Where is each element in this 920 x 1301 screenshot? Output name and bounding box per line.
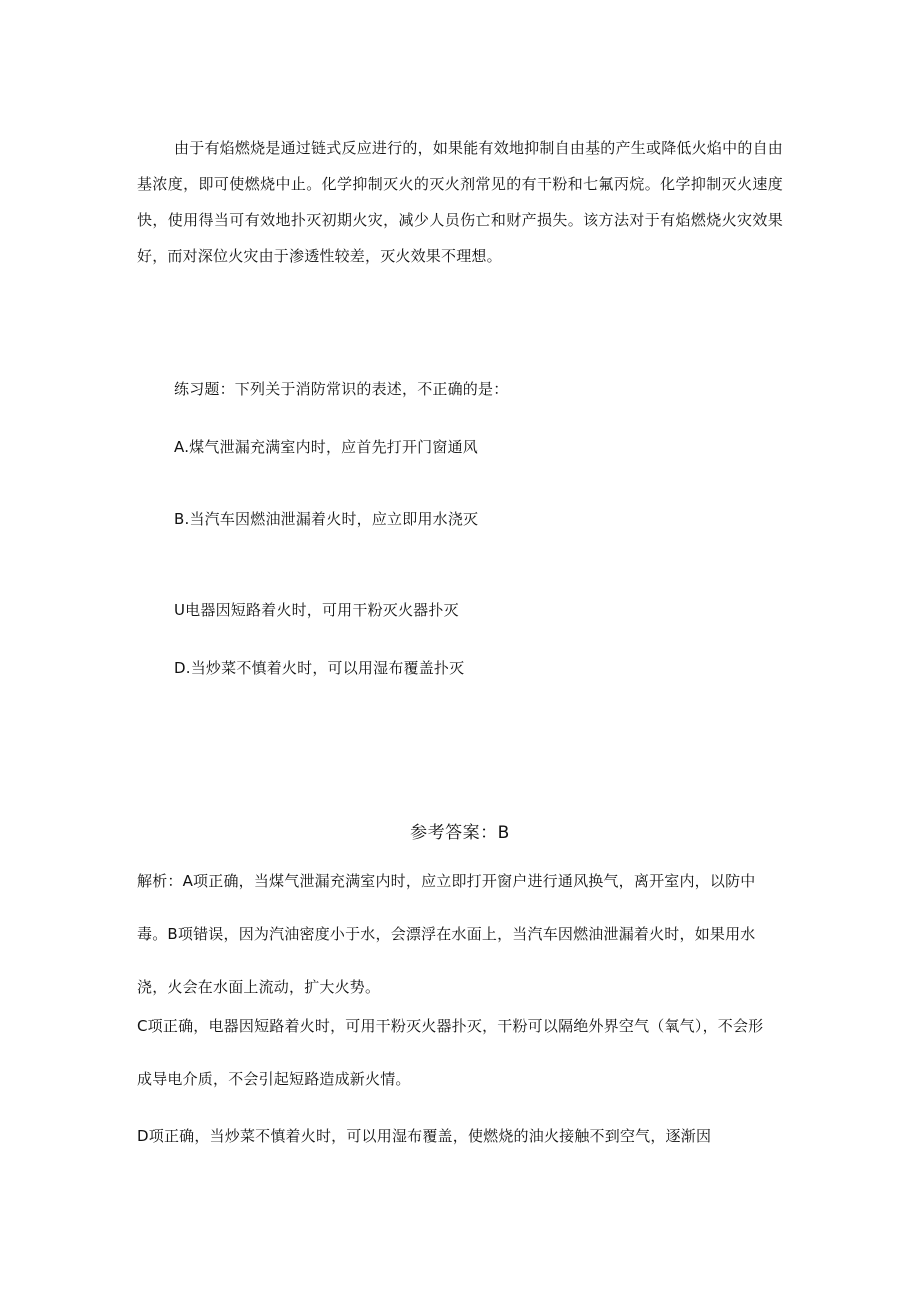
option-b: B.当汽车因燃油泄漏着火时，应立即用水浇灭 bbox=[174, 510, 479, 528]
option-a: A.煤气泄漏充满室内时，应首先打开门窗通风 bbox=[174, 438, 478, 456]
explanation-c: C项正确，电器因短路着火时，可用干粉灭火器扑灭，干粉可以隔绝外界空气（氧气），不会形成导电介质，不会引起短路造成新火情。 bbox=[137, 1017, 764, 1088]
question-stem: 练习题：下列关于消防常识的表述，不正确的是： bbox=[174, 380, 509, 398]
intro-paragraph: 由于有焰燃烧是通过链式反应进行的，如果能有效地抑制自由基的产生或降低火焰中的自由基浓度，即可使燃烧中止。化学抑制灭火的灭火剂常见的有干粉和七氟丙烷。化学抑制灭火速度快，使用得当可有效地扑灭初期火灾，减少人员伤亡和财产损失。该方法对于有焰燃烧火灾效果好，而对深位火灾由于渗透性较差，灭火效果不理想。 bbox=[137, 139, 783, 265]
option-c: U电器因短路着火时，可用干粉灭火器扑灭 bbox=[174, 601, 459, 619]
explanation-ab: 解析：A项正确，当煤气泄漏充满室内时，应立即打开窗户进行通风换气，离开室内，以防中毒。B项错误，因为汽油密度小于水，会漂浮在水面上，当汽车因燃油泄漏着火时，如果用水浇，火会在水面上流动，扩大火势。 bbox=[137, 872, 756, 996]
option-d: D.当炒菜不慎着火时，可以用湿布覆盖扑灭 bbox=[174, 659, 465, 677]
explanation-d: D项正确，当炒菜不慎着火时，可以用湿布覆盖，使燃烧的油火接触不到空气，逐渐因 bbox=[137, 1127, 712, 1145]
answer-title: 参考答案：B bbox=[410, 823, 510, 843]
